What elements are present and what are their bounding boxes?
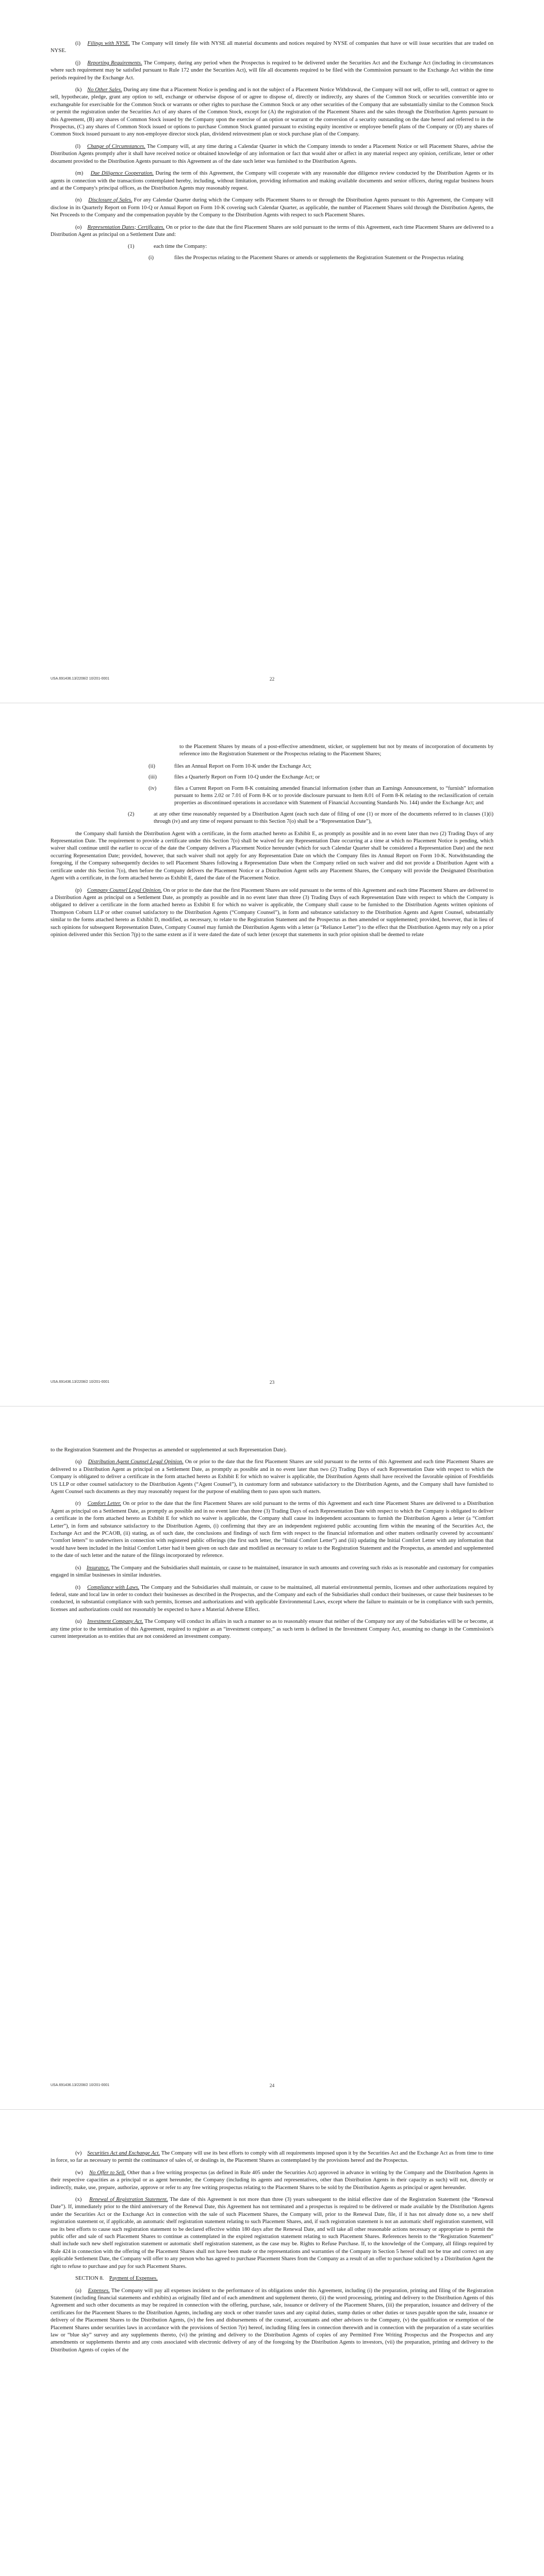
paragraph-heading: No Other Sales. xyxy=(87,87,122,93)
document-page-24 xyxy=(0,1406,544,2110)
paragraph-no-offer-to-sell: (w) No Offer to Sell. Other than a free writing prospectus (as defined in Rule 405 under the Securities Act) approved in advance in writing by the Company and the Distribution Agents in their respective capacities as a principal or as agent hereunder, the Company (including its agents and representatives, other than Distribution Agents in their capacity as such) will not, directly or indirectly, make, use, prepare, authorize, approve or refer to any free writing prospectus relating to the Placement Shares to be sold by the Distribution Agents as principal or agent hereunder. xyxy=(51,2170,494,2191)
section-number: SECTION 8. xyxy=(75,2276,104,2282)
paragraph-heading: Renewal of Registration Statement. xyxy=(89,2197,168,2203)
list-item: (iv) files a Current Report on Form 8-K containing amended financial information (other than an Earnings Announcement, to “furnish” information pursuant to Items 2.02 or 7.01 of Form 8-K or to provide disclosure pursuant to Item 8.01 of Form 8-K relating to the reclassification of certain properties as discontinued operations in accordance with Statement of Financial Accounting Standards No. 144) under the Exchange Act; and xyxy=(149,785,493,806)
paragraph-heading: No Offer to Sell. xyxy=(89,2170,126,2176)
paragraph-heading: Comfort Letter. xyxy=(87,1501,121,1507)
paragraph-comfort-letter: (r) Comfort Letter. On or prior to the date that the first Placement Shares are sold pursuant to the terms of this Agreement and each time Placement Shares are delivered to a Distribution Agent as principal on a Settlement Date, as promptly as possible and in no event later than three (3) Trading Days of each Representation Date with respect to which the Company is obligated to deliver a certificate in the form attached hereto as Exhibit E for which no waiver is applicable, the Company shall cause its independent accountants to furnish the Distribution Agents a letter (a “Comfort Letter”), in form and substance satisfactory to the Distribution Agents, (i) confirming that they are an independent registered public accounting firm within the meaning of the Securities Act, the Exchange Act and the PCAOB, (ii) stating, as of such date, the conclusions and findings of such firm with respect to the financial information and other matters ordinarily covered by accountants' “comfort letters” to underwriters in connection with registered public offerings (the first such letter, the “Initial Comfort Letter”) and (iii) updating the Initial Comfort Letter with any information that would have been included in the Initial Comfort Letter had it been given on such date and modified as necessary to relate to the Registration Statement and the Prospectus, as amended and supplemented to the date of such letter and the nature of the filings incorporated by reference. xyxy=(51,1501,494,1559)
continued-text: to the Registration Statement and the Prospectus as amended or supplemented at such Representation Date). xyxy=(51,1447,287,1453)
paragraph-filings-nyse: (i) Filings with NYSE. The Company will timely file with NYSE all material documents and notices required by NYSE of companies that have or will issue securities that are traded on NYSE. xyxy=(51,41,493,54)
paragraph-insurance: (s) Insurance. The Company and the Subsidiaries shall maintain, or cause to be maintained, insurance in such amounts and covering such risks as is reasonable and customary for companies engaged in similar businesses in similar industries. xyxy=(51,1565,493,1579)
paragraph-heading: Compliance with Laws. xyxy=(87,1584,140,1590)
paragraph-heading: Investment Company Act. xyxy=(87,1619,143,1625)
paragraph-heading: Securities Act and Exchange Act. xyxy=(87,2150,160,2156)
paragraph-heading: Expenses. xyxy=(88,2287,110,2294)
list-item: (iii) files a Quarterly Report on Form 10-Q under the Exchange Act; or xyxy=(149,774,320,781)
page-number: 23 xyxy=(269,1380,275,1385)
section-title: Payment of Expenses. xyxy=(109,2276,158,2282)
page-body xyxy=(51,1447,493,1645)
paragraph-heading: Distribution Agent Counsel Legal Opinion. xyxy=(88,1459,184,1465)
paragraph-heading: Representation Dates; Certificates. xyxy=(87,224,165,230)
paragraph-heading: Insurance. xyxy=(86,1565,110,1571)
paragraph-company-counsel-opinion: (p) Company Counsel Legal Opinion. On or prior to the date that the first Placement Shares are sold pursuant to the terms of this Agreement and each time Placement Shares are delivered to a Distribution Agent as principal on a Settlement Date, as promptly as possible and in no event later than three (3) Trading Days of each Representation Date with respect to which the Company is obligated to deliver a certificate in the form attached hereto as Exhibit E for which no waiver is applicable, the Company shall cause to be furnished to the Distribution Agents written opinions of Thompson Coburn LLP or other counsel satisfactory to the Distribution Agents (“Company Counsel”), in form and substance satisfactory to the Distribution Agents and Agent Counsel, substantially similar to the forms attached hereto as Exhibit D, modified, as necessary, to relate to the Registration Statement and the Prospectus as then amended or supplemented; provided, however, that in lieu of such opinions for subsequent Representation Dates, Company Counsel may furnish the Distribution Agents with a letter (a “Reliance Letter”) to the effect that the Distribution Agents may rely on a prior opinion delivered under this Section 7(p) to the same extent as if it were dated the date of such letter (except that statements in such prior opinion shall be deemed to relate xyxy=(51,887,494,938)
paragraph-representation-dates: (o) Representation Dates; Certificates. On or prior to the date that the first Placement Shares are sold pursuant to the terms of this Agreement, each time Placement Shares are delivered to a Distribution Agent as principal on a Settlement Date and: xyxy=(51,224,494,238)
continued-text: to the Placement Shares by means of a post-effective amendment, sticker, or supplement but not by means of incorporation of documents by reference into the Registration Statement or the Prospectus relating to the Placement Shares; xyxy=(179,744,493,757)
paragraph-compliance-with-laws: (t) Compliance with Laws. The Company and the Subsidiaries shall maintain, or cause to be maintained, all material environmental permits, licenses and other authorizations required by federal, state and local law in order to conduct their businesses as described in the Prospectus, and the Company and each of the Subsidiaries shall conduct their businesses, or cause their businesses to be conducted, in substantial compliance with such permits, licenses and authorizations and with applicable Environmental Laws, except where the failure to maintain or be in compliance with such permits, licenses and authorizations could not reasonably be expected to have a Material Adverse Effect. xyxy=(51,1584,494,1613)
page-footer xyxy=(0,2083,544,2091)
paragraph-no-other-sales: (k) No Other Sales. During any time that a Placement Notice is pending and is not the subject of a Placement Notice Withdrawal, the Company will not sell, offer to sell, contract or agree to sell, hypothecate, pledge, grant any option to sell, exchange or otherwise dispose of or agree to dispose of, directly or indirectly, any shares of the Common Stock or securities convertible into or exchangeable for exercisable for the Common Stock or warrants or other rights to purchase the Common Stock or any other securities of the Company that are substantially similar to the Common Stock or permit the registration under the Securities Act of any shares of the Common Stock, except for (A) the registration of the Placement Shares and the sales through the Distribution Agents pursuant to this Agreement, (B) any shares of Common Stock issued by the Company upon the exercise of an option or warrant or the conversion of a security outstanding on the date hereof and referred to in the Prospectus, (C) any shares of Common Stock issued or options to purchase Common Stock granted pursuant to existing equity incentive or employee benefit plans of the Company or (D) any shares of Common Stock issued pursuant to any non-employee director stock plan, dividend reinvestment plan or stock purchase plan of the Company. xyxy=(51,87,494,138)
section-heading xyxy=(51,2275,493,2282)
paragraph-due-diligence: (m) Due Diligence Cooperation. During the term of this Agreement, the Company will cooperate with any reasonable due diligence review conducted by the Distribution Agents or its agents in connection with the transactions contemplated hereby, including, without limitation, providing information and making available documents and senior officers, during regular business hours and at the Company's principal offices, as the Distribution Agents may reasonably request. xyxy=(51,171,493,191)
document-page-22 xyxy=(0,0,544,703)
paragraph-certificate: the Company shall furnish the Distribution Agent with a certificate, in the form attached hereto as Exhibit E, as promptly as possible and in no event later than two (2) Trading Days of any Representation Date. The requirement to provide a certificate under this Section 7(o) shall be waived for any Representation Date occurring at a time at which no Placement Notice is pending, which waiver shall continue until the earlier to occur of the date the Company delivers a Placement Notice hereunder (which for such Calendar Quarter shall be considered a Representation Date) and the next occurring Representation Date; provided, however, that such waiver shall not apply for any Representation Date on which the Company files its Annual Report on Form 10-K. Notwithstanding the foregoing, if the Company subsequently decides to sell Placement Shares following a Representation Date when the Company relied on such waiver and did not provide a Distribution Agent with a certificate under this Section 7(o), then before the Company delivers the Placement Notice or a Distribution Agent sells any Placement Shares, the Company will provide the Designated Distribution Agent with a certificate, in the form attached hereto as Exhibit E, dated the date of the Placement Notice. xyxy=(51,831,493,882)
list-item: (i) files the Prospectus relating to the Placement Shares or amends or supplements the Registration Statement or the Prospectus relating xyxy=(149,255,464,261)
paragraph-expenses: (a) Expenses. The Company will pay all expenses incident to the performance of its obligations under this Agreement, including (i) the preparation, printing and filing of the Registration Statement (including financial statements and exhibits) as originally filed and of each amendment and supplement thereto, (ii) the word processing, printing and delivery to the Distribution Agents of this Agreement and such other documents as may be required in connection with the offering, purchase, sale, issuance or delivery of the Placement Shares, (iii) the preparation, issuance and delivery of the certificates for the Placement Shares to the Distribution Agents, including any stock or other transfer taxes and any capital duties, stamp duties or other duties or taxes payable upon the sale, issuance or delivery of the Placement Shares to the Distribution Agents, (iv) the fees and disbursements of the counsel, accountants and other advisors to the Company, (v) the qualification or exemption of the Placement Shares under securities laws in accordance with the provisions of Section 7(e) hereof, including filing fees in connection therewith and in connection with the preparation of a state securities law or “blue sky” survey and any supplements thereto, (vi) the printing and delivery to the Distribution Agents of copies of any Permitted Free Writing Prospectus and the Prospectus and any amendments or supplements thereto and any costs associated with electronic delivery of any of the foregoing by the Distribution Agents to investors, (vii) the preparation, printing and delivery to the Distribution Agents of copies of the xyxy=(51,2287,494,2353)
footer-document-id: USA.691436.13/2208/2 10/201-0001 xyxy=(51,2083,110,2087)
paragraph-heading: Due Diligence Cooperation. xyxy=(90,171,154,177)
footer-document-id: USA.691436.13/2208/2 10/201-0001 xyxy=(51,1380,110,1384)
paragraph-heading: Change of Circumstances. xyxy=(87,143,145,149)
paragraph-securities-exchange-act: (v) Securities Act and Exchange Act. The Company will use its best efforts to comply with all requirements imposed upon it by the Securities Act and the Exchange Act as from time to time in force, so far as necessary to permit the continuance of sales of, or dealings in, the Placement Shares as contemplated by the provisions hereof and the Prospectus. xyxy=(51,2150,493,2164)
paragraph-heading: Reporting Requirements. xyxy=(87,60,142,66)
paragraph-heading: Filings with NYSE. xyxy=(87,41,130,46)
paragraph-agent-counsel-opinion: (q) Distribution Agent Counsel Legal Opinion. On or prior to the date that the first Placement Shares are sold pursuant to the terms of this Agreement and each time Placement Shares are delivered to a Distribution Agent as principal on a Settlement Date, as promptly as possible and in no event later than two (2) Trading Days of each Representation Date with respect to which the Company is obligated to deliver a certificate in the form attached hereto as Exhibit E for which no waiver is applicable, the Distribution Agents shall have received the favorable opinion of Freshfields US LLP or other counsel satisfactory to the Distribution Agents (“Agent Counsel”), in customary form and substance satisfactory to the Distribution Agents, and the Company shall have furnished to Agent Counsel such documents as they may reasonably request for the purpose of enabling them to pass upon such matters. xyxy=(51,1459,494,1495)
page-footer xyxy=(0,1380,544,1387)
paragraph-disclosure-of-sales: (n) Disclosure of Sales. For any Calendar Quarter during which the Company sells Placement Shares to or through the Distribution Agents pursuant to this Agreement, the Company will disclose in its Quarterly Report on Form 10-Q or Annual Report on Form 10-K covering such Calendar Quarter, as applicable, the number of Placement Shares sold through the Distribution Agents, the Net Proceeds to the Company and the compensation payable by the Company to the Distribution Agents with respect to such Placement Shares. xyxy=(51,197,493,218)
page-number: 24 xyxy=(269,2083,275,2089)
document-page-23 xyxy=(0,703,544,1406)
paragraph-change-of-circumstances: (l) Change of Circumstances. The Company will, at any time during a Calendar Quarter in which the Company intends to tender a Placement Notice or sell Placement Shares, advise the Distribution Agents promptly after it shall have received notice or obtained knowledge of any information or fact that would alter or affect in any material respect any opinion, certificate, letter or other document provided to the Distribution Agents pursuant to this Agreement as of the date such letter was furnished to the Distribution Agents. xyxy=(51,143,493,164)
page-body xyxy=(51,2150,493,2359)
document-page-25 xyxy=(0,2110,544,2576)
list-item: (ii) files an Annual Report on Form 10-K under the Exchange Act; xyxy=(149,763,311,769)
representation-date-list xyxy=(51,243,493,262)
page-number: 22 xyxy=(269,677,275,682)
paragraph-reporting-requirements: (j) Reporting Requirements. The Company, during any period when the Prospectus is required to be delivered under the Securities Act and the Exchange Act (including in circumstances where such requirement may be satisfied pursuant to Rule 172 under the Securities Act), will file all documents required to be filed with the Commission pursuant to the Exchange Act within the time periods required by the Exchange Act. xyxy=(51,60,493,81)
footer-document-id: USA.691436.13/2208/2 10/201-0001 xyxy=(51,677,110,681)
paragraph-heading: Disclosure of Sales. xyxy=(88,197,133,204)
paragraph-investment-company-act: (u) Investment Company Act. The Company will conduct its affairs in such a manner so as to reasonably ensure that neither of the Company nor any of the Subsidiaries will be or become, at any time prior to the termination of this Agreement, required to register as an “investment company,” as such term is defined in the Investment Company Act, assuming no change in the Commission's current interpretation as to entities that are not considered an investment company. xyxy=(51,1619,493,1639)
paragraph-renewal-registration: (x) Renewal of Registration Statement. The date of this Agreement is not more than three (3) years subsequent to the initial effective date of the Registration Statement (the “Renewal Date”). If, immediately prior to the third anniversary of the Renewal Date, this Agreement has not terminated and a prospectus is required to be delivered or made available by the Distribution Agents under the Securities Act or the Exchange Act in connection with the sale of such Placement Shares, the Company will, prior to the Renewal Date, file, if it has not already done so, a new shelf registration statement or, if applicable, an automatic shelf registration statement relating to such Placement Shares, and, if such registration statement is not an automatic shelf registration statement, will use its best efforts to cause such registration statement to be declared effective within 180 days after the Renewal Date, and will take all other reasonable actions necessary or appropriate to permit the public offer and sale of such Placement Shares to continue as contemplated in the expired registration statement relating to such Placement Shares. References herein to the “Registration Statement” shall include such new shelf registration statement or automatic shelf registration statement, as the case may be. Rights to Refuse Purchase. If, to the knowledge of the Company, all filings required by Rule 424 in connection with the offering of the Placement Shares shall not have been made or the representations and warranties of the Company in Section 5 hereof shall not be true and correct on any applicable Settlement Date, the Company will offer to any person who has agreed to purchase Placement Shares from the Company as a result of an offer to purchase solicited by a Distribution Agent the right to refuse to purchase and pay for such Placement Shares. xyxy=(51,2197,494,2269)
paragraph-heading: Company Counsel Legal Opinion. xyxy=(87,887,162,893)
list-item: (2) at any other time reasonably requested by a Distribution Agent (each such date of filing of one (1) or more of the documents referred to in clauses (1)(i) through (iv) and any time of request pursuant to this Section 7(o) shall be a “Representation Date”), xyxy=(128,811,493,825)
page-body xyxy=(51,40,493,266)
page-footer xyxy=(0,677,544,684)
list-item: (1) each time the Company: xyxy=(128,244,207,250)
filing-list xyxy=(51,763,493,826)
page-body xyxy=(51,743,493,943)
